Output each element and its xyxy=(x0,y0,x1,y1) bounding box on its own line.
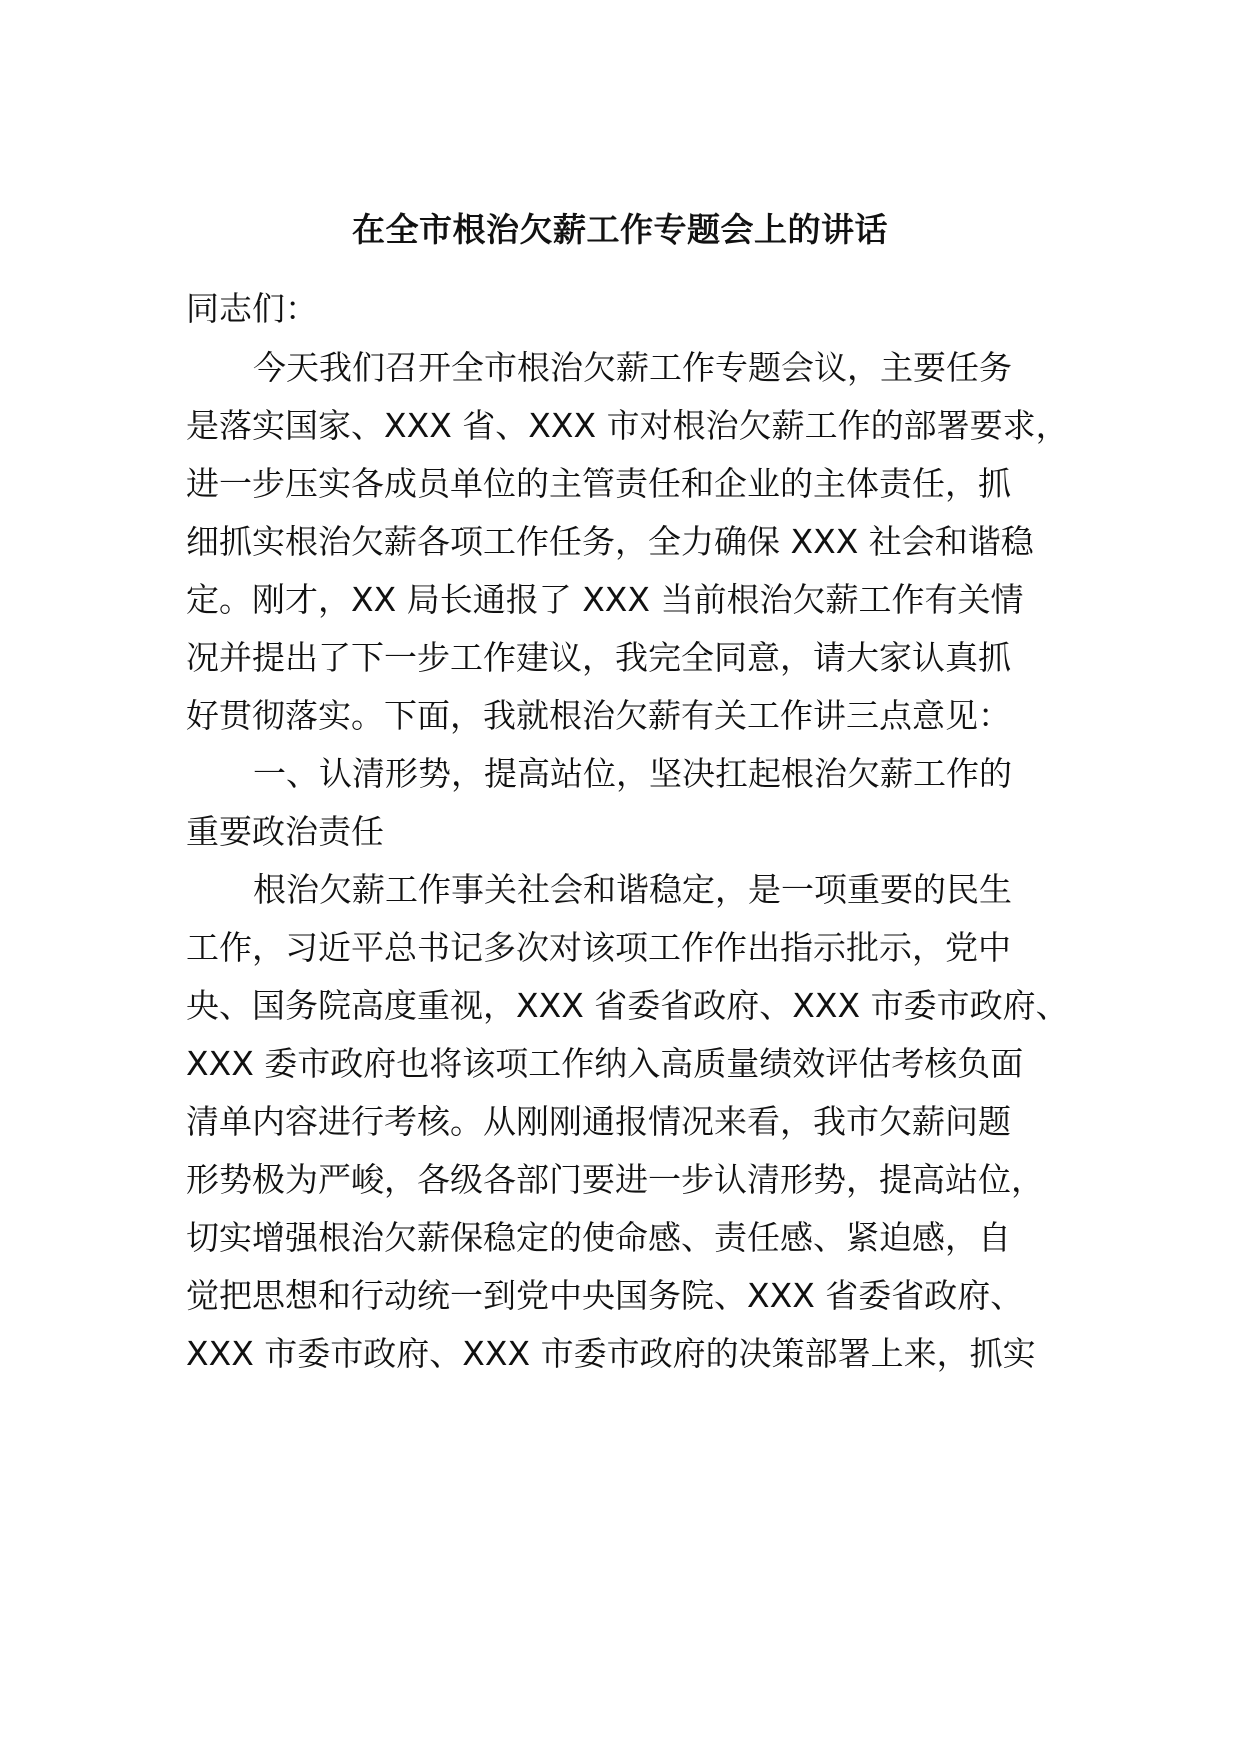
paragraph-line: 清单内容进行考核。从刚刚通报情况来看，我市欠薪问题 xyxy=(186,1102,1011,1141)
document-title: 在全市根治欠薪工作专题会上的讲话 xyxy=(352,210,888,249)
paragraph-line: 细抓实根治欠薪各项工作任务，全力确保 XXX 社会和谐稳 xyxy=(186,522,1034,561)
paragraph-line: 定。刚才，XX 局长通报了 XXX 当前根治欠薪工作有关情 xyxy=(186,580,1024,619)
paragraph-line: 况并提出了下一步工作建议，我完全同意，请大家认真抓 xyxy=(186,638,1011,677)
paragraph-line: 央、国务院高度重视，XXX 省委省政府、XXX 市委市政府、 xyxy=(186,986,1069,1025)
paragraph-line: 觉把思想和行动统一到党中央国务院、XXX 省委省政府、 xyxy=(186,1276,1024,1315)
paragraph-line: XXX 委市政府也将该项工作纳入高质量绩效评估考核负面 xyxy=(186,1044,1024,1083)
paragraph-line: 工作，习近平总书记多次对该项工作作出指示批示，党中 xyxy=(186,928,1011,967)
section-heading-line: 重要政治责任 xyxy=(186,812,384,851)
paragraph-line: 切实增强根治欠薪保稳定的使命感、责任感、紧迫感，自 xyxy=(186,1218,1011,1257)
paragraph-line: 好贯彻落实。下面，我就根治欠薪有关工作讲三点意见： xyxy=(186,696,1011,735)
section-heading-line: 一、认清形势，提高站位，坚决扛起根治欠薪工作的 xyxy=(253,754,1012,793)
paragraph-line: 今天我们召开全市根治欠薪工作专题会议，主要任务 xyxy=(253,348,1012,387)
paragraph-line: 进一步压实各成员单位的主管责任和企业的主体责任，抓 xyxy=(186,464,1011,503)
salutation-line: 同志们： xyxy=(186,289,318,328)
paragraph-line: 形势极为严峻，各级各部门要进一步认清形势，提高站位， xyxy=(186,1160,1044,1199)
paragraph-line: 是落实国家、XXX 省、XXX 市对根治欠薪工作的部署要求， xyxy=(186,406,1069,445)
paragraph-line: XXX 市委市政府、XXX 市委市政府的决策部署上来，抓实 xyxy=(186,1334,1036,1373)
paragraph-line: 根治欠薪工作事关社会和谐稳定，是一项重要的民生 xyxy=(253,870,1012,909)
